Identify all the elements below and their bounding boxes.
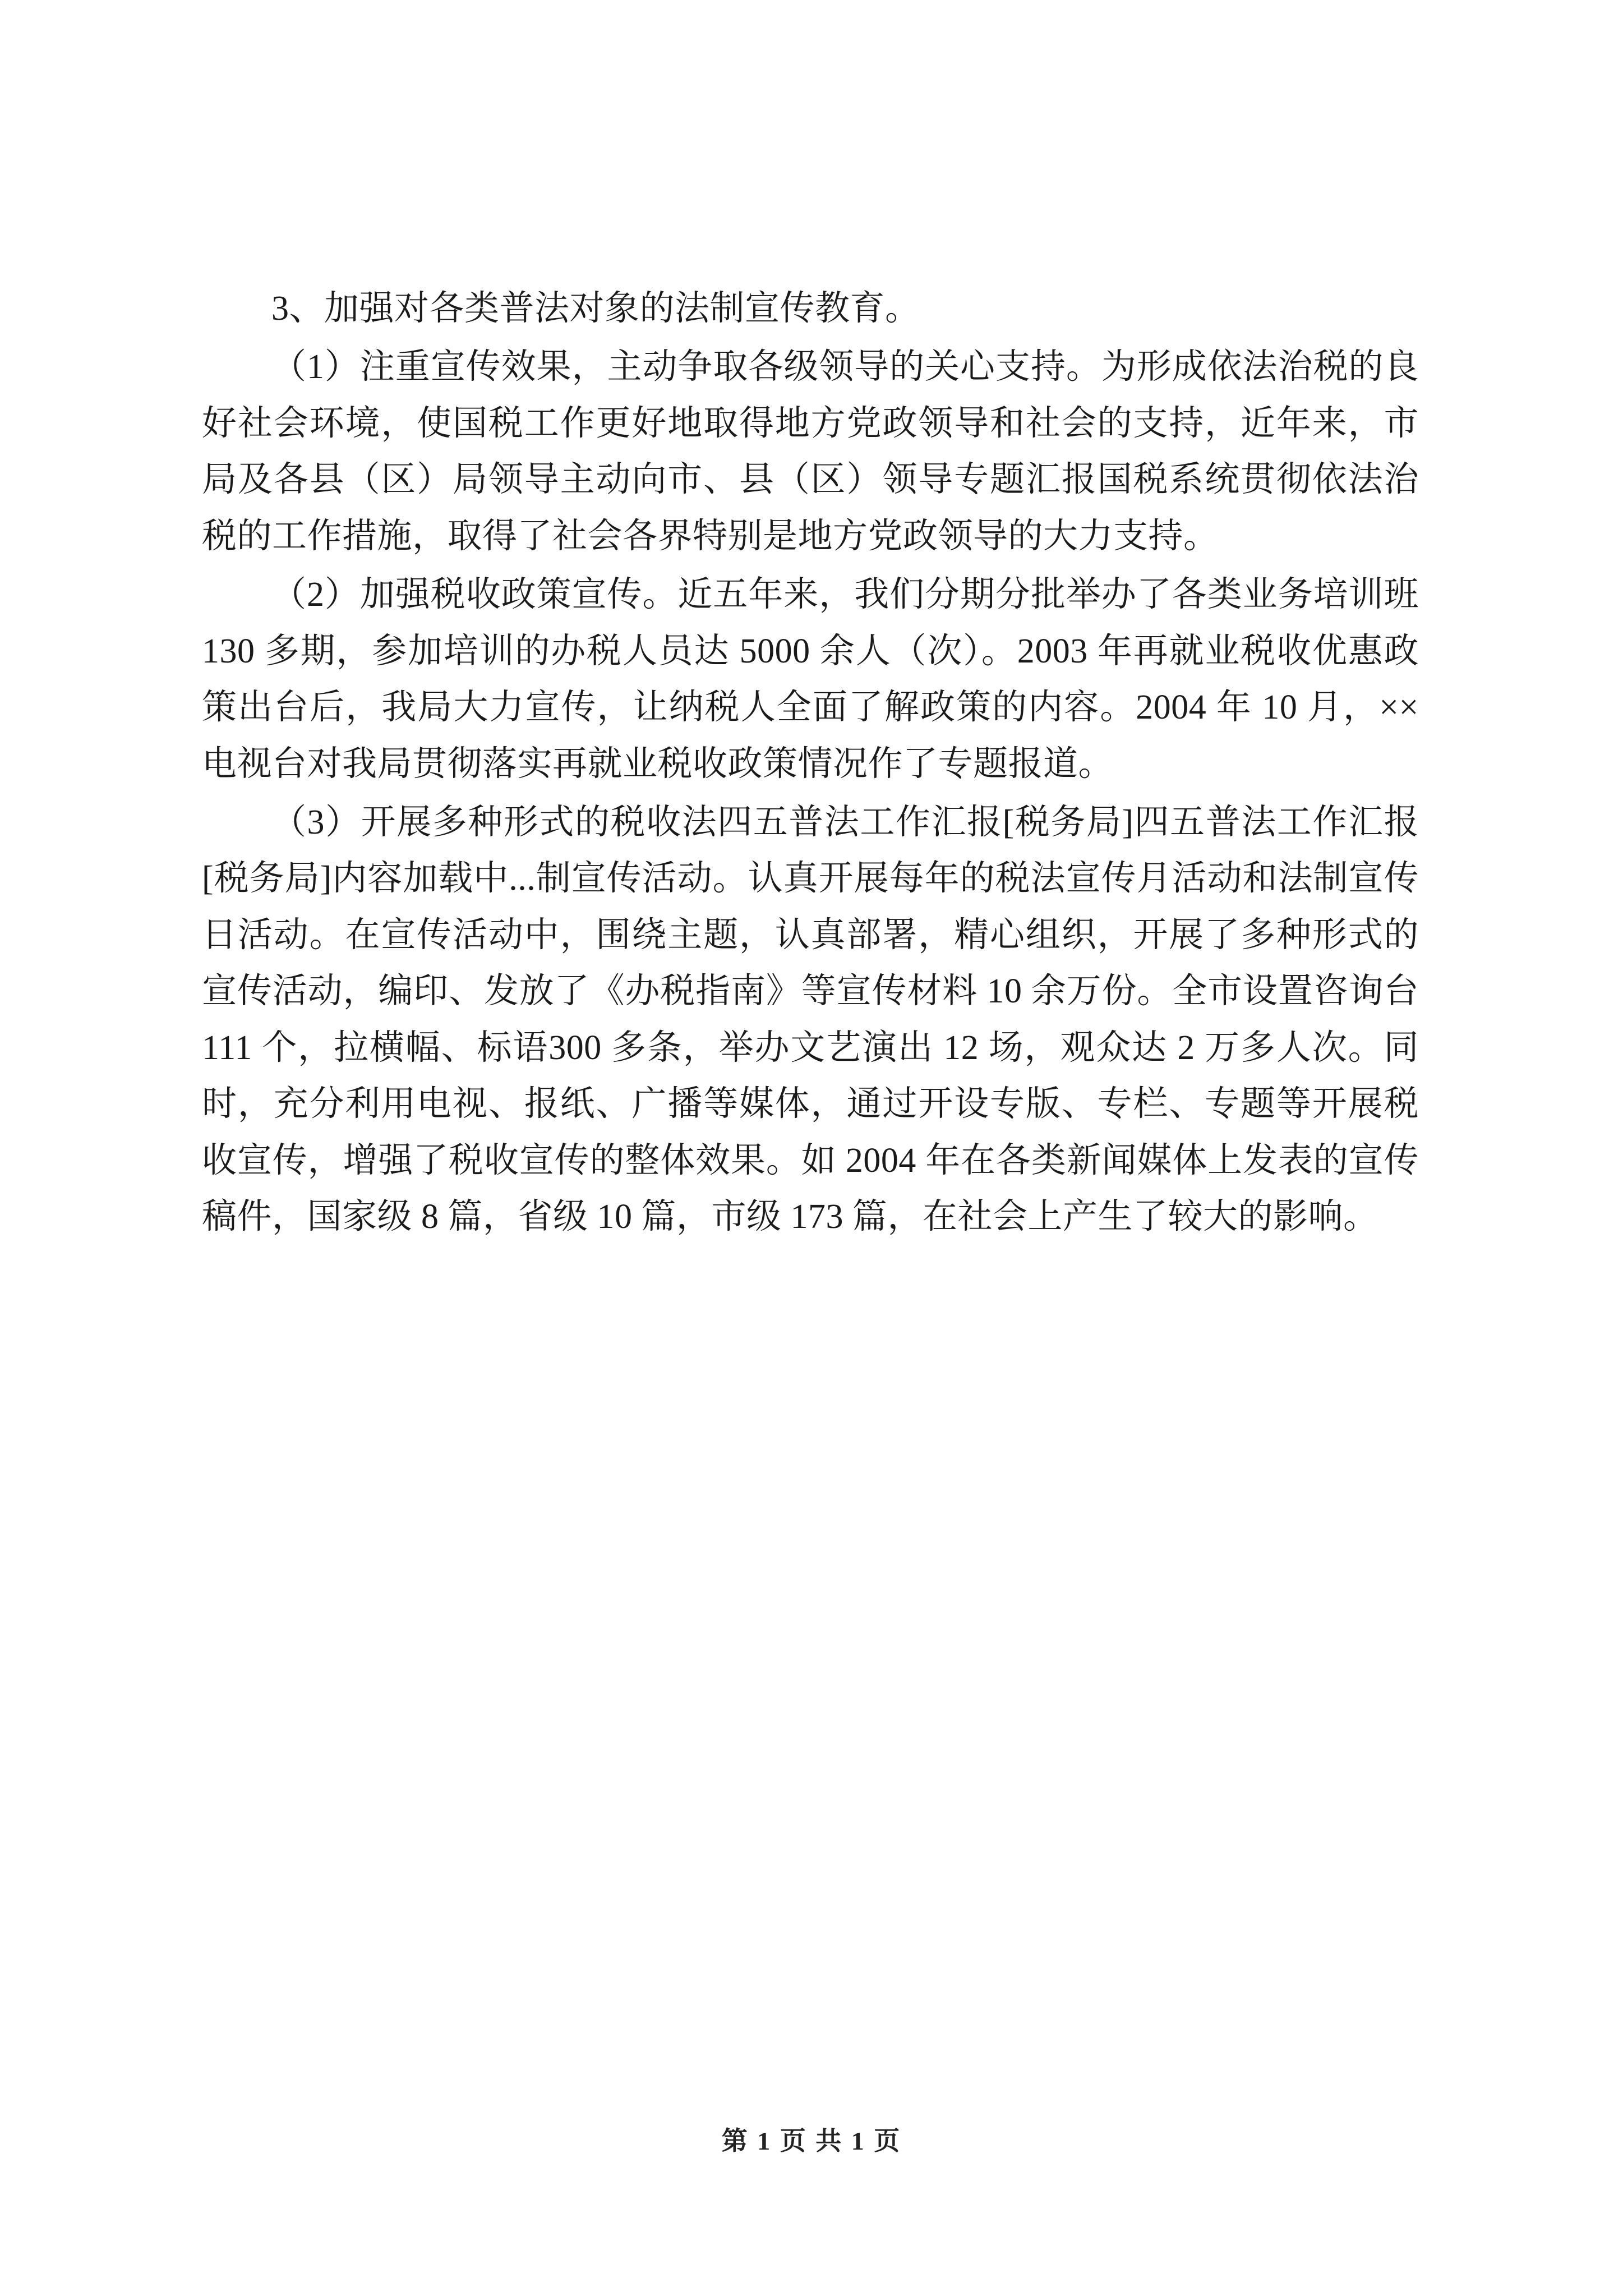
document-body [202,280,1419,1247]
paragraph-3: （2）加强税收政策宣传。近五年来，我们分期分批举办了各类业务培训班 130 多期，参加培训的办税人员达 5000 余人（次）。2003 年再就业税收优惠政策出台后，我局大力宣传，让纳税人全面了解政策的内容。2004 年 10 月，××电视台对我局贯彻落实再就业税收政策情况作了专题报道。 [202,576,1419,783]
paragraph-4: （3）开展多种形式的税收法四五普法工作汇报[税务局]四五普法工作汇报[税务局]内容加载中...制宣传活动。认真开展每年的税法宣传月活动和法制宣传日活动。在宣传活动中，围绕主题，认真部署，精心组织，开展了多种形式的宣传活动，编印、发放了《办税指南》等宣传材料 10 余万份。全市设置咨询台 111 个，拉横幅、标语300 多条，举办文艺演出 12 场，观众达 2 万多人次。同时，充分利用电视、报纸、广播等媒体，通过开设专版、专栏、专题等开展税收宣传，增强了税收宣传的整体效果。如 2004 年在各类新闻媒体上发表的宣传稿件，国家级 8 篇，省级 10 篇，市级 173 篇，在社会上产生了较大的影响。 [202,803,1419,1236]
paragraph-2: （1）注重宣传效果，主动争取各级领导的关心支持。为形成依法治税的良好社会环境，使国税工作更好地取得地方党政领导和社会的支持，近年来，市局及各县（区）局领导主动向市、县（区）领导专题汇报国税系统贯彻依法治税的工作措施，取得了社会各界特别是地方党政领导的大力支持。 [202,348,1419,555]
paragraph-1: 3、加强对各类普法对象的法制宣传教育。 [271,289,920,328]
page-footer: 第 1 页 共 1 页 [721,2127,902,2155]
